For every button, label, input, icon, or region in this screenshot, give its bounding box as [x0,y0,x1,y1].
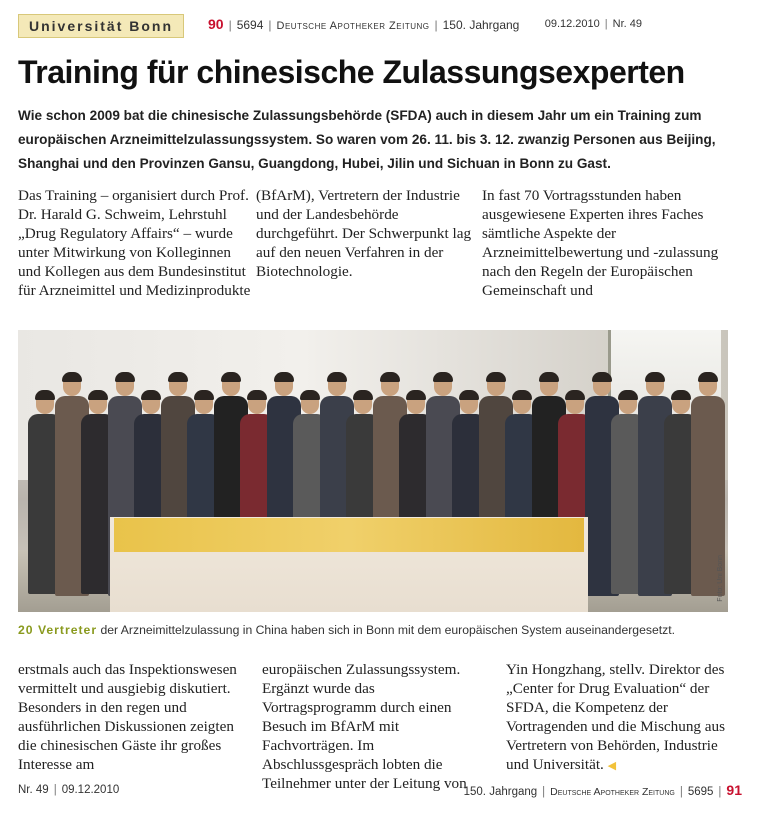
body-column-5 [262,660,490,793]
section-badge: Universität Bonn [18,14,184,38]
group-photo [18,330,728,612]
body-column-6 [506,660,738,776]
footer-issue: Nr. 49 [18,784,49,796]
body-column-1 [18,186,252,300]
photo-credit: Foto: Uni Bonn [717,555,724,602]
header-meta: 90 | 5694 | Deutsche Apotheker Zeitung | 150. Jahrgang [208,16,520,32]
body-text: (BfArM), Vertretern der Industrie und der Landesbehörde durchgeführt. Der Schwerpunkt lag auf den neuen Verfahren in der Biotechnologie. [256,187,472,280]
caption-lead: 20 Vertreter [18,623,98,637]
caption-text: der Arzneimittelzulassung in China haben sich in Bonn mit dem europäischen System auseinandergesetzt. [97,623,675,637]
footer-journal: Deutsche Apotheker Zeitung [550,786,675,798]
body-text: erstmals auch das Inspektionswesen vermittelt und ausgiebig diskutiert. Besonders in den regen und ausführlichen Diskussionen zeigten die chinesischen Gäste ihr großes Interesse am [18,661,237,773]
header-issue: Nr. 49 [612,18,642,30]
lead-paragraph: Wie schon 2009 bat die chinesische Zulassungsbehörde (SFDA) auch in diesem Jahr um ein Training zum europäischen Arzneimittelzulassungssystem. So waren vom 26. 11. bis 3. 12. zwanzig Personen aus Beijing, Shanghai und den Provinzen Gansu, Guangdong, Hubei, Jilin und Sichuan in Bonn zu Gast. [18,108,716,171]
journal-name: Deutsche Apotheker Zeitung [276,20,430,32]
footer-date: 09.12.2010 [61,784,120,796]
headline: Training für chinesische Zulassungsexperten [18,54,685,90]
header-date-issue: 09.12.2010 | Nr. 49 [544,18,642,30]
body-text: In fast 70 Vortragsstunden haben ausgewiesene Experten ihres Faches sämtliche Aspekte der Arzneimittelbewertung und -zulassung nach den Regeln der Europäischen Gemeinschaft und [482,187,719,299]
body-column-3 [482,186,722,300]
page-left: 90 [208,16,224,32]
body-text: europäischen Zulassungssystem. Ergänzt wurde das Vortragsprogramm durch einen Besuch im BfArM mit Fachvorträgen. Im Abschlussgespräch lobten die Teilnehmer unter der Leitung von [262,661,467,792]
page-footer: Nr. 49 | 09.12.2010 150. Jahrgang | Deutsche Apotheker Zeitung | 5695 | 91 [18,782,742,798]
page-right: 91 [726,782,742,798]
body-column-2 [256,186,474,281]
page-number: 5694 [236,18,264,32]
body-text: Yin Hongzhang, stellv. Direktor des „Center for Drug Evaluation“ der SFDA, die Kompetenz der Vortragenden und die Mischung aus Vertretern von Behörden, Industrie und Universität. [506,661,726,773]
end-mark-icon: ◀ [607,760,617,772]
page-header [18,14,750,38]
photo-caption [18,622,748,638]
footer-page-number: 5695 [687,786,714,798]
body-text: Das Training – organisiert durch Prof. Dr. Harald G. Schweim, Lehrstuhl „Drug Regulatory Affairs“ – wurde unter Mitwirkung von Kolleginnen und Kollegen aus dem Bundesinstitut für Arzneimittel und Medizinprodukte [18,187,251,299]
volume: 150. Jahrgang [442,18,520,32]
header-date: 09.12.2010 [544,18,600,30]
footer-volume: 150. Jahrgang [463,786,538,798]
body-column-4 [18,660,248,774]
